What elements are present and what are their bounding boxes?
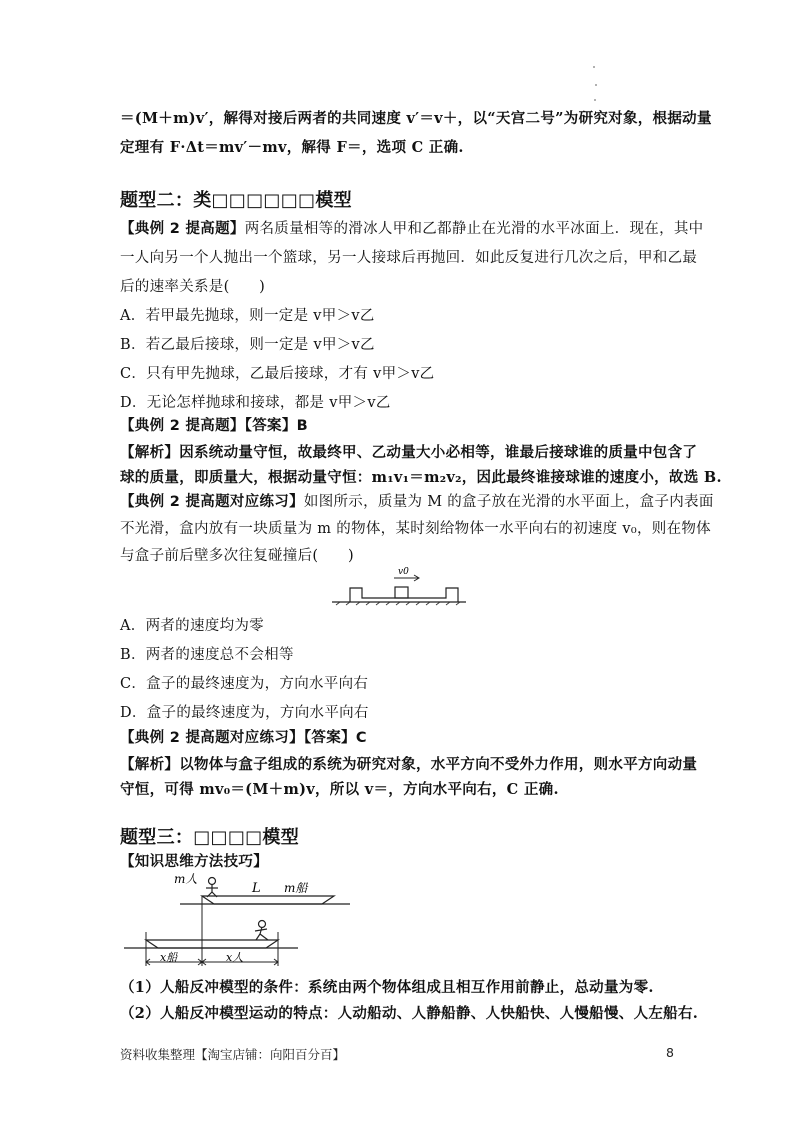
person-final bbox=[255, 921, 268, 941]
person-displacement-label: x人 bbox=[226, 951, 244, 964]
footer-source: 资料收集整理【淘宝店铺：向阳百分百】 bbox=[120, 1047, 346, 1062]
practice-option-a: A．两者的速度均为零 bbox=[120, 618, 264, 634]
point-2: （2）人船反冲模型运动的特点：人动船动、人静船静、人快船快、人慢船慢、人左船右. bbox=[120, 1005, 699, 1022]
answer-line bbox=[120, 412, 690, 441]
text-line: 球的质量，即质量大，根据动量守恒：m₁v₁＝m₂v₂，因此最终谁接球谁的速度小，故选 B. bbox=[120, 469, 722, 486]
person-boat-figure bbox=[122, 868, 362, 978]
text-line: 守恒，可得 mv₀＝(M＋m)v，所以 v＝，方向水平向右，C 正确. bbox=[120, 781, 559, 798]
practice-tag: 【典例 2 提高题对应练习】 bbox=[120, 494, 304, 510]
practice-analysis-text: 以物体与盒子组成的系统为研究对象，水平方向不受外力作用，则水平方向动量 bbox=[179, 756, 698, 773]
point-1: （1）人船反冲模型的条件：系统由两个物体组成且相互作用前静止，总动量为零. bbox=[120, 979, 654, 996]
boat-final bbox=[146, 940, 278, 948]
option-d: D．无论怎样抛球和接球，都是 v甲＞v乙 bbox=[120, 395, 391, 411]
velocity-label: v0 bbox=[398, 567, 409, 577]
practice-option-c: C．盒子的最终速度为，方向水平向右 bbox=[120, 676, 369, 692]
practice-answer-value: C bbox=[355, 730, 367, 746]
text-line: ＝(M＋m)v′，解得对接后两者的共同速度 v′＝v＋，以“天宫二号”为研究对象，根据动量 bbox=[120, 110, 712, 127]
person-mass-label: m人 bbox=[174, 872, 198, 886]
answer-value: B bbox=[296, 418, 308, 434]
practice-line bbox=[120, 488, 714, 517]
boat-displacement-label: x船 bbox=[160, 951, 178, 964]
boat-length-label: L bbox=[252, 881, 261, 896]
section-heading: 题型三：□□□□模型 bbox=[120, 827, 300, 848]
section-heading: 题型二：类□□□□□□模型 bbox=[120, 190, 352, 211]
block-mass bbox=[395, 587, 408, 598]
text-line: 定理有 F·Δt＝mv′－mv，解得 F＝，选项 C 正确. bbox=[120, 139, 464, 156]
practice-option-b: B．两者的速度总不会相等 bbox=[120, 647, 294, 663]
analysis-tag: 【解析】 bbox=[120, 445, 180, 461]
person-initial bbox=[206, 878, 218, 898]
practice-answer-tag: 【典例 2 提高题对应练习】【答案】 bbox=[120, 730, 356, 746]
page-number: 8 bbox=[666, 1045, 674, 1060]
analysis-text: 因系统动量守恒，故最终甲、乙动量大小必相等，谁最后接球谁的质量中包含了 bbox=[179, 444, 698, 461]
example-tag: 【典例 2 提高题】 bbox=[120, 221, 245, 237]
text-line: 一人向另一个人抛出一个篮球，另一人接球后再抛回．如此反复进行几次之后，甲和乙最 bbox=[120, 250, 698, 266]
text-line: 不光滑，盒内放有一块质量为 m 的物体，某时刻给物体一水平向右的初速度 v₀，则在物体 bbox=[120, 521, 711, 537]
boat-initial bbox=[202, 896, 334, 904]
box-figure bbox=[330, 564, 470, 606]
example-line bbox=[120, 215, 704, 244]
practice-analysis-tag: 【解析】 bbox=[120, 757, 180, 773]
practice-answer-line bbox=[120, 724, 690, 753]
text-line: 与盒子前后壁多次往复碰撞后( ) bbox=[120, 548, 354, 564]
practice-option-d: D．盒子的最终速度为，方向水平向右 bbox=[120, 705, 369, 721]
example-text: 两名质量相等的滑冰人甲和乙都静止在光滑的水平冰面上．现在，其中 bbox=[244, 221, 704, 237]
option-b: B．若乙最后接球，则一定是 v甲＞v乙 bbox=[120, 337, 375, 353]
option-c: C．只有甲先抛球，乙最后接球，才有 v甲＞v乙 bbox=[120, 366, 435, 382]
answer-tag: 【典例 2 提高题】【答案】 bbox=[120, 418, 297, 434]
boat-mass-label: m船 bbox=[284, 881, 308, 895]
option-a: A．若甲最先抛球，则一定是 v甲＞v乙 bbox=[120, 308, 375, 324]
practice-text: 如图所示，质量为 M 的盒子放在光滑的水平面上，盒子内表面 bbox=[303, 494, 714, 510]
subheading: 【知识思维方法技巧】 bbox=[120, 854, 268, 870]
text-line: 后的速率关系是( ) bbox=[120, 279, 266, 295]
